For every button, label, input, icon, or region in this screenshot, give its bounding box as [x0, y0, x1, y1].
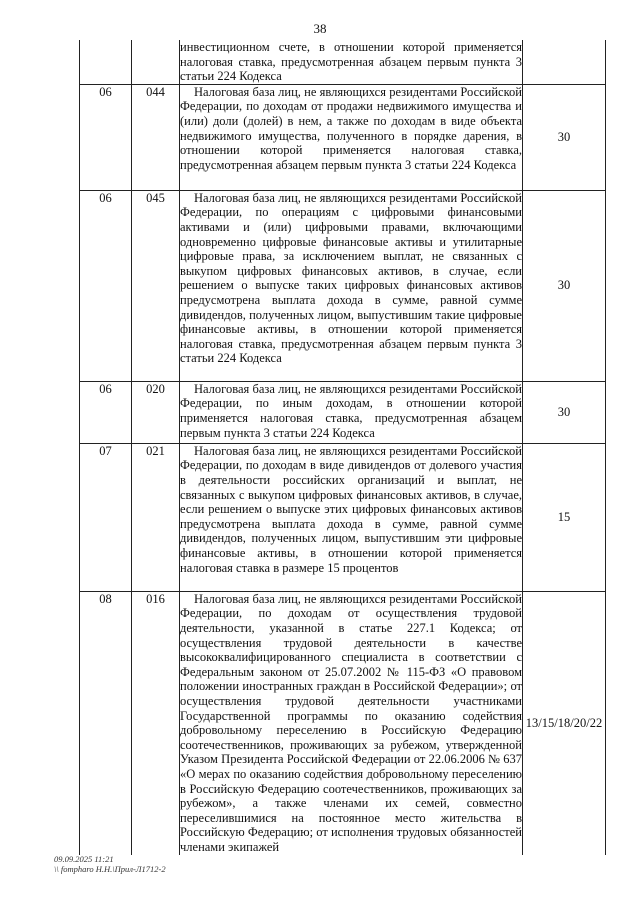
page-number: 38 [313, 21, 327, 36]
description-text: инвестиционном счете, в отношении которой применяется налоговая ставка, предусмотренная абзацем первым пункта 3 статьи 224 Кодекса [180, 40, 522, 84]
code1-cell: 06 [80, 190, 132, 381]
code1-cell: 07 [80, 443, 132, 591]
description-cell [180, 443, 523, 591]
code1-cell: 08 [80, 591, 132, 855]
tax-rate-table [79, 40, 606, 855]
print-footer [54, 854, 166, 874]
code2-cell: 045 [132, 190, 180, 381]
rate-cell: 13/15/18/20/22 [523, 591, 606, 855]
code2-cell: 016 [132, 591, 180, 855]
code2-cell [132, 40, 180, 84]
rate-cell: 30 [523, 84, 606, 190]
table-row [80, 84, 606, 190]
table-row [80, 443, 606, 591]
rate-cell [523, 40, 606, 84]
description-cell [180, 190, 523, 381]
rate-cell: 30 [523, 190, 606, 381]
code2-cell: 044 [132, 84, 180, 190]
rate-cell: 15 [523, 443, 606, 591]
code2-cell: 021 [132, 443, 180, 591]
description-cell [180, 40, 523, 84]
description-text: Налоговая база лиц, не являющихся резидентами Российской Федерации, по операциям с цифровыми финансовыми активами и (или) цифровыми правами, включающими одновременно цифровые финансовые активы и утилитарные цифровые права, за исключением выплат, не связанных с выкупом цифровых финансовых активов, в случае, если решением о выпуске таких цифровых финансовых активов предусмотрена выплата дохода в сумме, равной сумме дивидендов, полученных лицом, выпустившим такие цифровые финансовые активы, в отношении которой применяется налоговая ставка, предусмотренная абзацем первым пункта 3 статьи 224 Кодекса [180, 190, 522, 366]
description-text: Налоговая база лиц, не являющихся резидентами Российской Федерации, по доходам в виде дивидендов от долевого участия в деятельности российских организаций и выплат, не связанных с выкупом цифровых финансовых активов, в случае, если решением о выпуске этих цифровых финансовых активов предусмотрена выплата дохода в сумме, равной сумме дивидендов, полученных лицом, выпустившим эти цифровые финансовые активы, в отношении которой применяется налоговая ставка в размере 15 процентов [180, 443, 522, 575]
table-row [80, 190, 606, 381]
table-row [80, 381, 606, 443]
description-cell [180, 381, 523, 443]
code1-cell: 06 [80, 84, 132, 190]
description-cell [180, 591, 523, 855]
file-path: \\ fompharo Н.Н.\Прил-Л1712-2 [54, 864, 166, 874]
description-text: Налоговая база лиц, не являющихся резидентами Российской Федерации, по иным доходам, в отношении которой применяется налоговая ставка, предусмотренная абзацем первым пункта 3 статьи 224 Кодекса [180, 381, 522, 440]
rate-cell: 30 [523, 381, 606, 443]
table-row [80, 591, 606, 855]
print-date: 09.09.2025 11:21 [54, 854, 114, 864]
description-cell [180, 84, 523, 190]
description-text: Налоговая база лиц, не являющихся резидентами Российской Федерации, по доходам от продажи недвижимого имущества и (или) доли (долей) в нем, а также по доходам в виде объекта недвижимого имущества, полученного в порядке дарения, в отношении которой применяется налоговая ставка, предусмотренная абзацем первым пункта 3 статьи 224 Кодекса [180, 84, 522, 172]
code2-cell: 020 [132, 381, 180, 443]
description-text: Налоговая база лиц, не являющихся резидентами Российской Федерации, по доходам от осуществления трудовой деятельности, указанной в статье 227.1 Кодекса; от осуществления трудовой деятельности в качестве высококвалифицированного специалиста в соответствии с Федеральным законом от 25.07.2002 № 115-ФЗ «О правовом положении иностранных граждан в Российской Федерации»; от осуществления трудовой деятельности участниками Государственной программы по оказанию содействия добровольному переселению в Российскую Федерацию соотечественников, проживающих за рубежом, утвержденной Указом Президента Российской Федерации от 22.06.2006 № 637 «О мерах по оказанию содействия добровольному переселению в Российскую Федерацию соотечественников, проживающих за рубежом», а также членами их семей, совместно переселившимися на постоянное место жительства в Российскую Федерацию; от исполнения трудовых обязанностей членами экипажей [180, 591, 522, 854]
table-row [80, 40, 606, 84]
code1-cell: 06 [80, 381, 132, 443]
code1-cell [80, 40, 132, 84]
